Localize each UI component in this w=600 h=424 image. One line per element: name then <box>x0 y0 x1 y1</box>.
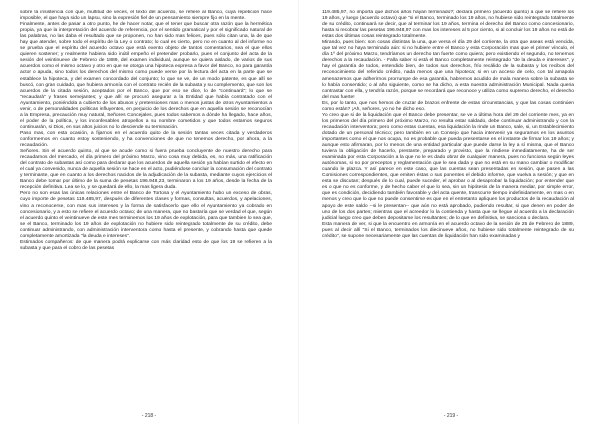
paragraph: Pero no son esas las únicas relaciones entre el Banco de Tortosa y el Ayuntamiento hubo un exceso de obras, cuyo importe de pesetas 119.485,97, después de diferentes clases y formas, consultas, acuerdos, y apelaciones, vino a reconocerse, con mas sus intereses y la forma de satisfacerlo que ello el Ayuntamiento ya cobrado en concesionario, y a esto se refiere el acuerdo octavo; de una manera, que no bastaría que se verdad el que, según el acuerdo quinto el veintinueve de este mes terminemos los 19 años de explotación, para que tambien lo sea que, se el Banco, terminado los 19 años de explotación no hubiere sido reintegrado totalmente de su crédito, debe continuar administrando, con administración interventora como hasta el presente, y cobrando hasta que quede completamente amortizada "la deuda e intereses". <box>20 191 272 239</box>
paragraph: Finalmente, antes de pasar a otro punto, he de hacer notar, que el tener que buscar otra razón que la hermética propia, ya que la interpretación del acuerdo de referencia, por el sentido gramatical y por el significado natural de las palabras, no las daba el resultado que se proponen, no han sido mas felices, pues sólo citan una, la de que hay que atender, sobre todo el espíritu de la Ley o contrato; lo cual es cierto, pero no en cuanto al del informe no se prueba que el espíritu del acuerdo octavo que está exento objeto de tantos comentarios, sea el que ellos quieren sostener; y realmente habiera sido inútil empeño el pretender probarlo, pues el conjunto del acta de la sesión del veintinueve de Febrero de 1889, del examen individual, aunque se quiera aislado, de varios de sus acuerdos como el mismo octavo y otro en que se otorga una hipoteca expresa a favor del Banco, no para garantía actor o apuda, sino todos los derechos del mismo como puede verse por la lectura del acta en la parte que se establece la hipoteca, y del examen concordado del conjunto; lo que se ve, de un modo patente, es que allí se buscó, con gran cuidado, que hubiera armonía con el contrato recién de la subasta y su complemento, que son los acuerdos de la citada sesión, aceptados por el Banco, que por eso se dice, lo de "continuará"; lo que se "recaudará" y frases semejantes; y que allí se procuró asegurar a la Entidad que había contratado con el Ayuntamiento, poniéndola a cubierto de los abusos y pretensiones mas o menos justas de otros Ayuntamientos a venir, o de personalidades políticas influyentes, en perjuicio de los derechos que en aquella sesión se reconocían a la Empresa, precaución muy natural, Señores Concejales, pues todos sabemos a dónde ha llegado, hace años, el poder de la política, y los inconfesables atropellos a su nombre cometidos y que todos estamos seguros continuarán, si Dios, en sus altos juicios no lo desciende su terminación. <box>20 22 272 130</box>
paragraph: Esta manera de ver, si que la encuentro en armonía en el acuerdo octavo de la sesión de 25 de Febrero de 1889, pues al decir allí "Si el Banco, terminados los diecinueve años, no hubiese sido totalmente reintegrado de su crédito", se supone necesariamente que las cuentas de liquidación han sido examinadas y <box>322 221 574 239</box>
left-page-text <box>20 10 272 402</box>
paragraph: Es, por lo tanto, que nos hemos de cruzar de brazos enfrente de estas circunstancias, y que las cosas continúen como están? ¡Ah, señores, yo no he dicho eso. <box>322 100 574 112</box>
paragraph: sobre la insistencia con que, multitud de veces, el texto del acuerdo, se refiere al Banco, cuya repetición hace imposible, el que haya sido un lapsu, sino la expresión fiel de un pensamiento siempre fijo en la mente. <box>20 10 272 22</box>
left-page <box>3 4 295 420</box>
right-page-text <box>322 10 574 402</box>
paragraph: Señores. Sin el acuerdo quinto, al que se acude como si fuera prueba concluyente de nuestro derecho para recaudarnos del mercado, el día primero del próximo Marzo, vino cosa muy debida, es, no más, una ratificación del contrato de subastas así como para declarar que los acuerdos de aquella sesión ya habían surtido el efecto en el cual ya convenido, nunca de aquella sesión se hace en el acto, pudiéndose concluir la consumación del contrato y terminante, que en cuanto a los derechos nacidos de la adjudicación de la subasta, mediante cuyos ejercicios el Banco debe tomar por último de la suma de pesetas 196.948,23, terminaron a los 19 años, desde la fecha de la recepción definitiva. Lea se lo, y se quedará de ello, la mas ligera duda. <box>20 149 272 191</box>
paragraph: Mirando, pues bien: son cosas distintas la una, que versa el día 29 del corriente, la otra que aseas está vencida, que tal vez no haya terminado aún: si no hubiere entre el Banco y esta Corporación mas que el primer vínculo, el día 1º del próximo Marzo, tendríamos un derecho tan fuerte como quiera; pero existiendo el segundo, no tenemos derechos a la recaudación. - Falla saber si está el Banco completamente reintegrado "de la deuda e intereses", y hay el garantía de todos, entendido bien, de todos sus derechos, frío recálido de la subasta y los recibos del reconocimiento del referido crédito, nada menos que una hipoteca; si en un acceso de celo, con tal amapola amenazemos que adherirnos prorrumpe de esa garantía, habremos acudido de mala manera sobre la subasta se lo había consentido; o al año siguiente, como se ha dicho, a esta nuestra administración Municipal. Nada queria contrastar con ella, y tendría razón, porque se recordará que reconoce y utiliza como supremo derecho, el derecho del mas fuerte! <box>322 40 574 100</box>
paragraph: Estimados compañeros: de que manera podrá explicarse con más claridad esto de que los 19 se refieren a la subasta y que para el cobro de las pesetas <box>20 239 272 251</box>
paragraph: 119.485,97, no importa que dichos años hayan terminado?; declara primero (acuerdo quinto) a que se refiere los 19 años, y luego (acuerdo octavo) que "si el Banco, terminado los 19 años, no hubiese sido reintegrado totalmente de su crédito, continuará se decir, que al terminar los 19 años, termina el derecho del Banco como concesionario, hasta si recobrar las pesetas 196.948,97 con mas los intereses al 5 por ciento, si al concluir los 19 años no está de estas dos últimas cosas reintegrado totalmente. <box>322 10 574 40</box>
page-number: - 219 - <box>443 413 459 419</box>
page-number: - 218 - <box>141 413 157 419</box>
right-page <box>305 4 597 420</box>
paragraph: Yo creo que si de la liquidación que el Banco debe presentar, se ve a última hora del 29 del corriente mes, ya en los primeros del día primero del próximo Marzo, no resulta estar saldado, debe continuar administrando y con la recaudación interventora; pero como estas cuentas, esa liquidación la rinde un Banco, sale, si, un Establecimiento dotado de un personal técnico; pero también en un Consejo que hacia intervenir ya seguramos en los asuntos importantes como el que nos ocupa, no es probable que pueda presentarse en el instante de firmar los 19 años; y aunque esto afirmaran, por lo menos de una entidad particular que puede darse la ley a sí misma, que el Banco tuviera la obligación de hacerlo, prestante, preparado y provisto, que la rindiese inmediatamente, ha de ser examinada por esta Corporación a la que no le es dado obrar de cualquier manera, pues no funciona según leyes autónomas, si no por preceptos y reglamentación que le sea dada y que no está en su mano cambiar o modificar cuando le plazca. Y así parece en este caso, que las cuentas sean presentadas en sesión, que pasen a las Comisiones correspondientes, que emiten éstas o sus ponentes el debido informe, que vuelva a sesión; y que en esta se discutan; después de lo cual, puede suceder, el aprobar o al desaprobar la liquidación; por entender que es o que no es conforme, y de hecho caber el que lo sea, sin un hipótesis de la manera mediar, por simple error, que es condición, decidiendo también favorable y del acta quente, transcurre tiempo indefinidamente, en mas o en menos y creo que lo que no puede consentirse es que en el entretanto apliquen los productos de la recaudación al apoyo de este saldo --si le presentan-- que aún no está aprobado, pudiendo resultar, si que denen en poder de uno de los dos partes; mientras que el acreedor lo la contienda y hasta que se llegue al acuerdo a la declaración judicial luego creo que deben depositarse los resultantes; de lo que en definitiva, se sanciona o declara. <box>322 112 574 221</box>
paragraph: Paso mas, con esta ocasión, a fijarnos en el acuerdo quito de la sesión tantas veces citada y verdaderos conformemos en cuanto estoy sosteniendo, y ha convenciones de que no tenemos derecho, por ahora, a la recaudación. <box>20 130 272 149</box>
page-gutter <box>298 0 299 424</box>
